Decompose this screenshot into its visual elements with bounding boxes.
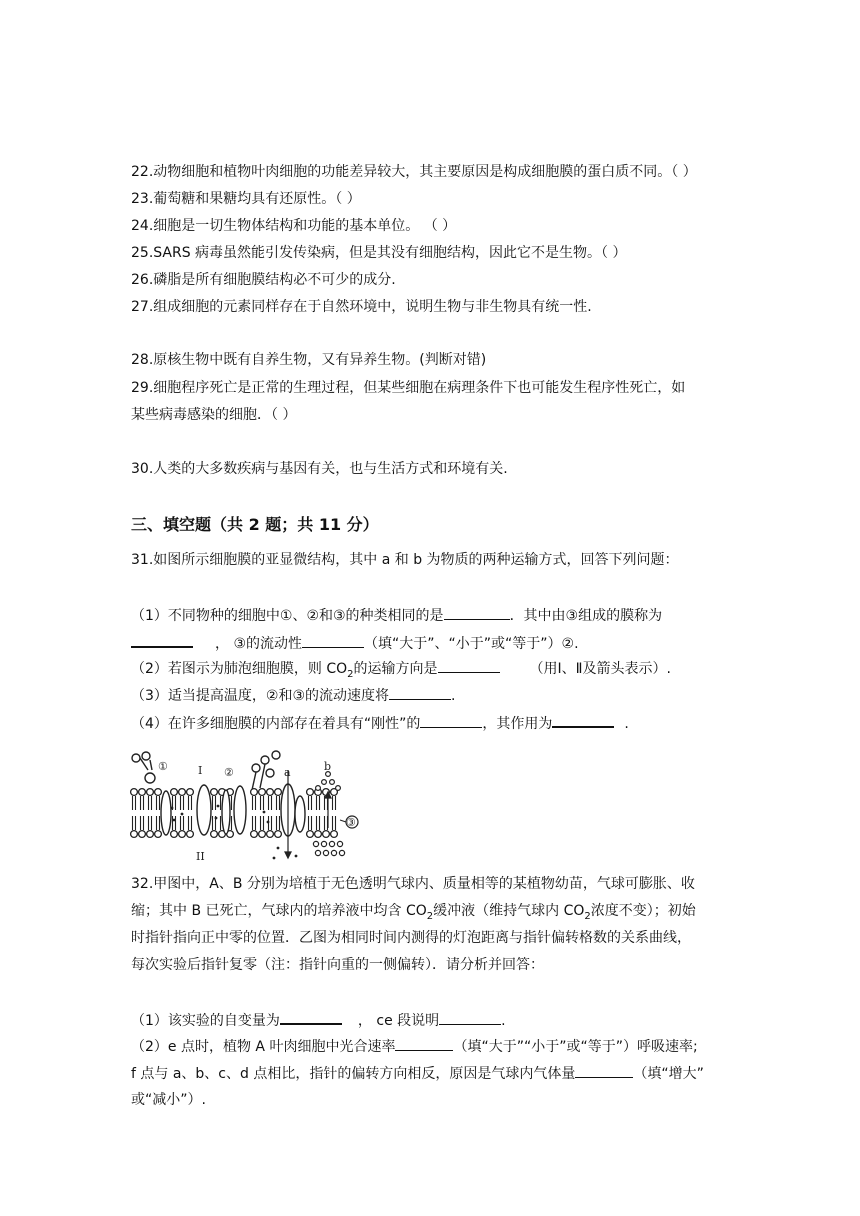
question-31-stem: 31.如图所示细胞膜的亚显微结构，其中 a 和 b 为物质的两种运输方式，回答下列问题： xyxy=(131,552,679,568)
blank-9[interactable] xyxy=(439,1010,501,1025)
q31-part1-line1: （1）不同物种的细胞中①、②和③的种类相同的是 ．其中由③组成的膜称为 xyxy=(131,605,662,626)
blank-1[interactable] xyxy=(444,605,510,620)
blank-4[interactable] xyxy=(438,658,500,673)
q31-part4: （4）在许多细胞膜的内部存在着具有“刚性”的 ，其作用为 . xyxy=(131,712,629,734)
q32-part2-line1: （2）e 点时，植物 A 叶肉细胞中光合速率 （填“大于”“小于”或“等于”）呼吸速率; xyxy=(131,1036,698,1057)
question-22: 22.动物细胞和植物叶肉细胞的功能差异较大，其主要原因是构成细胞膜的蛋白质不同。（ ） xyxy=(131,164,697,180)
blank-2[interactable] xyxy=(131,632,193,648)
blank-7[interactable] xyxy=(552,712,614,728)
label-b: b xyxy=(324,760,332,773)
blank-3[interactable] xyxy=(302,633,364,648)
section-3-heading: 三、填空题（共 2 题；共 11 分） xyxy=(131,515,379,534)
blank-11[interactable] xyxy=(575,1063,633,1078)
blank-6[interactable] xyxy=(420,713,482,728)
label-2: ② xyxy=(224,766,234,779)
q32-part1: （1）该实验的自变量为 ， ce 段说明 . xyxy=(131,1009,506,1031)
blank-8[interactable] xyxy=(280,1009,342,1025)
question-29-line2: 某些病毒感染的细胞．（ ） xyxy=(131,407,297,423)
label-a: a xyxy=(284,766,291,779)
cell-membrane-diagram xyxy=(128,748,368,866)
question-30: 30.人类的大多数疾病与基因有关，也与生活方式和环境有关. xyxy=(131,461,508,477)
question-25: 25.SARS 病毒虽然能引发传染病，但是其没有细胞结构，因此它不是生物。（ ） xyxy=(131,245,627,261)
question-27: 27.组成细胞的元素同样存在于自然环境中，说明生物与非生物具有统一性. xyxy=(131,299,592,315)
question-32-line3: 时指针指向正中零的位置．乙图为相同时间内测得的灯泡距离与指针偏转格数的关系曲线， xyxy=(131,930,691,946)
blank-5[interactable] xyxy=(389,685,451,700)
question-23: 23.葡萄糖和果糖均具有还原性。（ ） xyxy=(131,191,361,207)
label-I: I xyxy=(198,764,203,777)
question-24: 24.细胞是一切生物体结构和功能的基本单位。 （ ） xyxy=(131,218,457,234)
label-3: ③ xyxy=(346,816,356,829)
question-32-line4: 每次实验后指针复零（注：指针向重的一侧偏转）．请分析并回答： xyxy=(131,957,544,973)
q31-part1-line2: ， ③的流动性 （填“大于”、“小于”或“等于”）②. xyxy=(131,632,579,654)
question-28: 28.原核生物中既有自养生物，又有异养生物。(判断对错) xyxy=(131,352,487,368)
blank-10[interactable] xyxy=(395,1036,453,1051)
question-26: 26.磷脂是所有细胞膜结构必不可少的成分. xyxy=(131,272,396,288)
q32-part2-line3: 或“减小”）. xyxy=(131,1092,206,1108)
label-II: II xyxy=(196,850,205,863)
q32-part2-line2: f 点与 a、b、c、d 点相比，指针的偏转方向相反，原因是气球内气体量 （填“增大” xyxy=(131,1063,704,1084)
q31-part3: （3）适当提高温度，②和③的流动速度将 . xyxy=(131,685,455,706)
q31-part2: （2）若图示为肺泡细胞膜，则 $CO_2$的运输方向是 （用Ⅰ、Ⅱ及箭头表示）. xyxy=(131,658,671,685)
question-32-line2: 缩；其中 B 已死亡，气球内的培养液中均含 $CO_2$缓冲液（维持气球内 $CO_2$浓度不变）；初始 xyxy=(131,903,696,922)
question-29-line1: 29.细胞程序死亡是正常的生理过程，但某些细胞在病理条件下也可能发生程序性死亡，如 xyxy=(131,380,686,396)
label-1: ① xyxy=(158,760,168,773)
question-32-line1: 32.甲图中，A、B 分别为培植于无色透明气球内、质量相等的某植物幼苗，气球可膨胀、收 xyxy=(131,876,695,892)
